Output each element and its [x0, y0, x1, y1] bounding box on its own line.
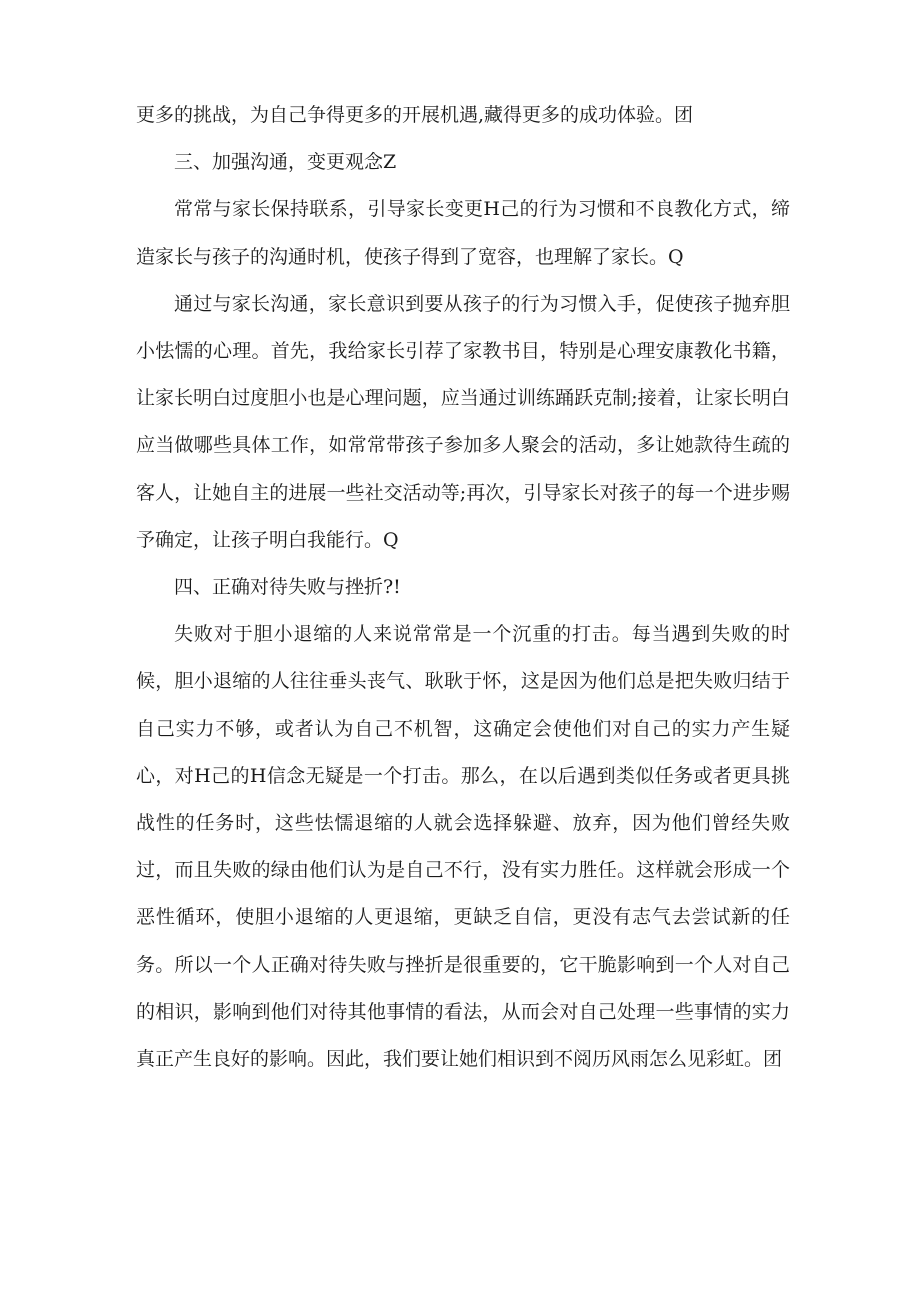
section-heading-4: 四、正确对待失败与挫折?! [174, 576, 401, 599]
section-heading-3: 三、加强沟通，变更观念Z [174, 151, 397, 174]
paragraph-continuation: 更多的挑战，为自己争得更多的开展机遇,藏得更多的成功体验。团 [136, 104, 694, 126]
paragraph-body: 常常与家长保持联系，引导家长变更H己的行为习惯和不良教化方式，缔造家长与孩子的沟通时机，使孩子得到了宽容，也理解了家长。Q [136, 198, 790, 268]
paragraph-body: 通过与家长沟通，家长意识到要从孩子的行为习惯入手，促使孩子抛弃胆小怯懦的心理。首先，我给家长引荐了家教书目，特别是心理安康教化书籍，让家长明白过度胆小也是心理问题，应当通过训练踊跃克制;接着，让家长明白应当做哪些具体工作，如常常带孩子参加多人聚会的活动，多让她款待生疏的客人，让她自主的进展一些社交活动等;再次，引导家长对孩子的每一个进步赐予确定，让孩子明白我能行。Q [136, 292, 790, 551]
document-body [136, 92, 790, 1083]
paragraph-body: 失败对于胆小退缩的人来说常常是一个沉重的打击。每当遇到失败的时候，胆小退缩的人往往垂头丧气、耿耿于怀，这是因为他们总是把失败归结于自己实力不够，或者认为自己不机智，这确定会使他们对自己的实力产生疑心，对H己的H信念无疑是一个打击。那么，在以后遇到类似任务或者更具挑战性的任务时，这些怯懦退缩的人就会选择躲避、放弃，因为他们曾经失败过，而且失败的绿由他们认为是自己不行，没有实力胜任。这样就会形成一个恶性循环，使胆小退缩的人更退缩，更缺乏自信，更没有志气去尝试新的任务。所以一个人正确对待失败与挫折是很重要的，它干脆影响到一个人对自己的相识，影响到他们对待其他事情的看法，从而会对自己处理一些事情的实力真正产生良好的影响。因此，我们要让她们相识到不阅历风雨怎么见彩虹。团 [136, 623, 790, 1071]
